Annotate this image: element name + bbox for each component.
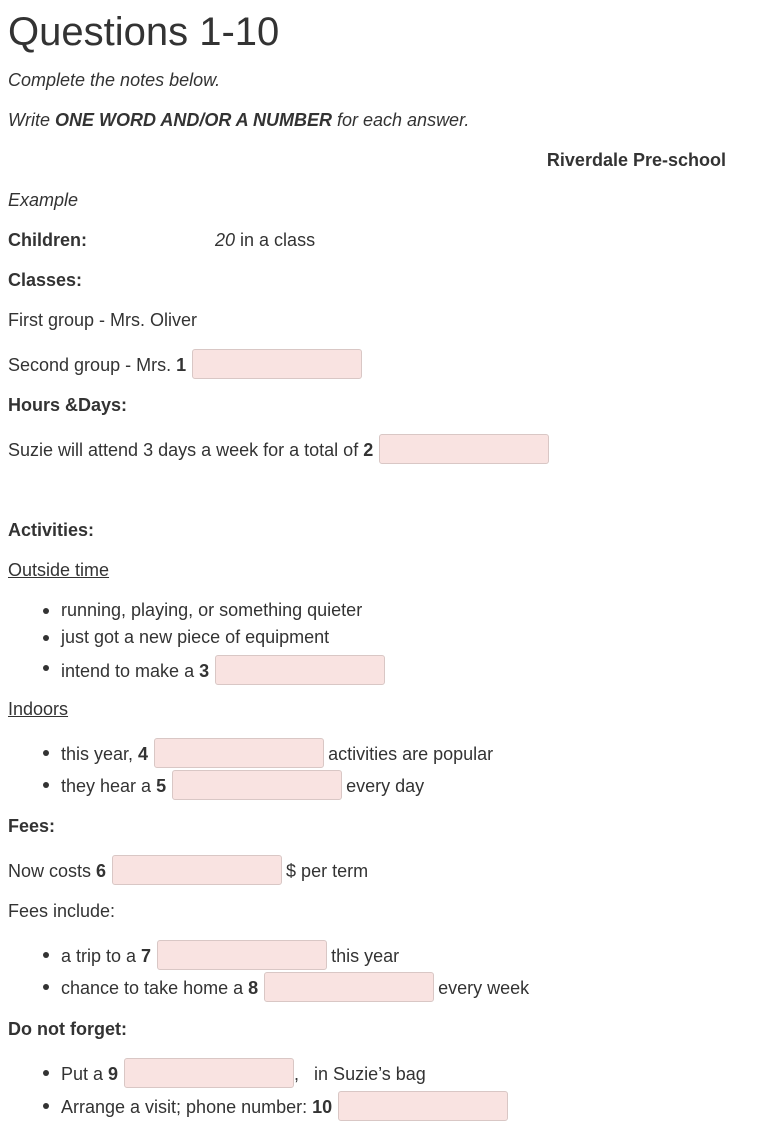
instruction-complete: Complete the notes below.: [8, 70, 221, 90]
item-text: activities are popular: [328, 743, 494, 764]
item-text: intend to make a: [61, 660, 200, 681]
hours-line: [8, 436, 553, 466]
item-text: this year: [331, 945, 400, 966]
fees-heading: Fees:: [8, 816, 56, 836]
instruction-text: Write: [8, 110, 55, 130]
children-value: [215, 228, 315, 252]
example-label: Example: [8, 190, 79, 210]
list-item: running, playing, or something quieter: [8, 598, 389, 625]
hours-heading: Hours &Days:: [8, 395, 128, 415]
hours-text: Suzie will attend 3 days a week for a total of: [8, 439, 364, 460]
answer-input-5[interactable]: [172, 770, 342, 800]
question-number: 5: [156, 775, 167, 796]
answer-input-9[interactable]: [124, 1058, 294, 1088]
fees-text: $ per term: [286, 860, 369, 881]
second-group-text: Second group - Mrs.: [8, 354, 177, 375]
answer-input-2[interactable]: [379, 434, 549, 464]
item-text: Arrange a visit; phone number:: [61, 1096, 313, 1117]
question-number: 7: [141, 945, 152, 966]
fees-include-list: [8, 942, 529, 1004]
list-item: [8, 1093, 512, 1123]
item-text: , in Suzie’s bag: [294, 1063, 426, 1084]
list-item: [8, 740, 493, 772]
question-number: 2: [363, 439, 374, 460]
question-number: 4: [138, 743, 149, 764]
activities-heading: Activities:: [8, 520, 95, 540]
question-number: 6: [96, 860, 107, 881]
instruction-emphasis: ONE WORD AND/OR A NUMBER: [55, 110, 332, 130]
example-text: in a class: [235, 230, 316, 250]
answer-input-4[interactable]: [154, 738, 324, 768]
question-number: 8: [248, 977, 259, 998]
do-not-forget-list: [8, 1060, 512, 1123]
indoors-heading: Indoors: [8, 699, 69, 719]
indoors-list: [8, 740, 493, 802]
item-text: every week: [438, 977, 530, 998]
item-text: chance to take home a: [61, 977, 249, 998]
item-text: every day: [346, 775, 425, 796]
outside-time-list: [8, 598, 389, 687]
fees-include-label: Fees include:: [8, 901, 116, 921]
question-number: 1: [176, 354, 187, 375]
answer-input-8[interactable]: [264, 972, 434, 1002]
classes-heading: Classes:: [8, 270, 83, 290]
question-number: 3: [199, 660, 210, 681]
first-group-text: First group - Mrs. Oliver: [8, 310, 198, 330]
answer-input-7[interactable]: [157, 940, 327, 970]
do-not-forget-heading: Do not forget:: [8, 1019, 127, 1039]
list-item: [8, 942, 529, 974]
example-number: 20: [215, 230, 236, 250]
instruction-text: for each answer.: [332, 110, 470, 130]
answer-input-1[interactable]: [192, 349, 362, 379]
fees-cost-line: [8, 857, 368, 887]
children-label: Children:: [8, 230, 87, 250]
question-number: 10: [312, 1096, 333, 1117]
notes-heading: Riverdale Pre-school: [546, 150, 726, 170]
instruction-write: [8, 108, 469, 132]
list-item: [8, 655, 389, 687]
item-text: Put a: [61, 1063, 109, 1084]
item-text: this year,: [61, 743, 139, 764]
list-item: just got a new piece of equipment: [8, 625, 389, 655]
answer-input-3[interactable]: [215, 655, 385, 685]
item-text: a trip to a: [61, 945, 142, 966]
list-item: [8, 1060, 512, 1093]
page-title: Questions 1-10: [8, 10, 280, 54]
list-item: [8, 772, 493, 802]
second-group-line: [8, 351, 366, 381]
fees-text: Now costs: [8, 860, 97, 881]
answer-input-6[interactable]: [112, 855, 282, 885]
outside-time-heading: Outside time: [8, 560, 110, 580]
list-item: [8, 974, 529, 1004]
item-text: they hear a: [61, 775, 157, 796]
answer-input-10[interactable]: [338, 1091, 508, 1121]
question-number: 9: [108, 1063, 119, 1084]
